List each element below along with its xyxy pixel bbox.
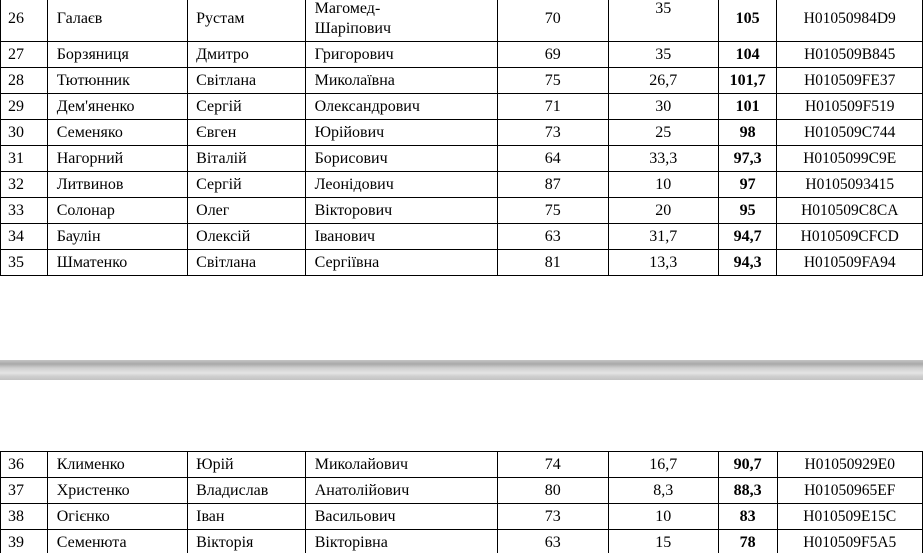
name-cell: Владислав [188,478,306,504]
surname-cell: Галаєв [47,0,187,42]
code-cell: H010509B845 [777,42,923,68]
code-cell: H0105093415 [777,172,923,198]
score-1-cell: 75 [497,198,608,224]
score-2-cell: 25 [608,120,718,146]
results-table-page-2 [0,451,923,553]
score-1-cell: 71 [497,94,608,120]
patronymic-cell: Миколайович [305,452,497,478]
code-cell: H01050984D9 [777,0,923,42]
table-row [1,198,923,224]
surname-cell: Литвинов [47,172,187,198]
score-1-cell: 69 [497,42,608,68]
score-1-cell: 64 [497,146,608,172]
row-number: 37 [1,478,48,504]
row-number: 33 [1,198,48,224]
results-table-page-1 [0,0,923,276]
row-number: 35 [1,250,48,276]
table-row [1,120,923,146]
total-score-cell: 88,3 [718,478,777,504]
table-row [1,452,923,478]
score-2-cell: 10 [608,504,718,530]
score-2-cell: 33,3 [608,146,718,172]
total-score-cell: 78 [718,530,777,553]
row-number: 34 [1,224,48,250]
patronymic-line-1: Магомед- [314,0,381,17]
name-cell: Євген [188,120,305,146]
name-cell: Дмитро [188,42,305,68]
patronymic-cell: Леонідович [305,172,497,198]
name-cell: Віталій [188,146,305,172]
code-cell: H01050965EF [777,478,922,504]
code-cell: H010509FA94 [777,250,923,276]
score-2-cell: 8,3 [608,478,718,504]
code-cell: H010509C8CA [777,198,923,224]
row-number: 31 [1,146,48,172]
code-cell: H010509E15C [777,504,922,530]
name-cell: Світлана [188,250,305,276]
patronymic-cell: Григорович [305,42,497,68]
total-score-cell: 83 [718,504,777,530]
table-row [1,42,923,68]
surname-cell: Тютюнник [47,68,187,94]
row-number: 30 [1,120,48,146]
total-score-cell: 101,7 [718,68,777,94]
table-row [1,0,923,42]
score-1-cell: 63 [497,530,608,553]
score-1-cell: 73 [497,504,608,530]
surname-cell: Солонар [47,198,187,224]
name-cell: Рустам [188,0,305,42]
row-number: 38 [1,504,48,530]
patronymic-line-2: Шаріпович [314,19,392,37]
table-row [1,146,923,172]
patronymic-cell: Іванович [305,224,497,250]
score-2-cell: 20 [608,198,718,224]
row-number: 39 [1,530,48,553]
name-cell: Сергій [188,172,305,198]
patronymic-cell: Олександрович [305,94,497,120]
name-cell: Сергій [188,94,305,120]
score-1-cell: 63 [497,224,608,250]
total-score-cell: 90,7 [718,452,777,478]
score-2-cell: 26,7 [608,68,718,94]
surname-cell: Борзяниця [47,42,187,68]
surname-cell: Семенюта [47,530,187,553]
score-2-cell: 35 [608,0,718,42]
row-number: 36 [1,452,48,478]
patronymic-cell [305,0,497,42]
total-score-cell: 98 [718,120,777,146]
total-score-cell: 95 [718,198,777,224]
total-score-cell: 104 [718,42,777,68]
surname-cell: Семеняко [47,120,187,146]
total-score-cell: 97,3 [718,146,777,172]
table-row [1,250,923,276]
score-1-cell: 87 [497,172,608,198]
total-score-cell: 94,3 [718,250,777,276]
code-cell: H010509F5A5 [777,530,922,553]
row-number: 29 [1,94,48,120]
score-2-cell: 15 [608,530,718,553]
name-cell: Іван [188,504,306,530]
patronymic-cell: Васильович [305,504,497,530]
row-number: 26 [1,0,48,42]
score-2-cell: 30 [608,94,718,120]
name-cell: Світлана [188,68,305,94]
code-cell: H010509F519 [777,94,923,120]
score-2-cell: 16,7 [608,452,718,478]
patronymic-cell: Борисович [305,146,497,172]
surname-cell: Клименко [47,452,187,478]
patronymic-cell: Вікторівна [305,530,497,553]
code-cell: H010509C744 [777,120,923,146]
row-number: 28 [1,68,48,94]
surname-cell: Дем'яненко [47,94,187,120]
table-row [1,530,923,553]
page-separator [0,360,923,380]
score-2-cell: 31,7 [608,224,718,250]
score-2-cell: 10 [608,172,718,198]
total-score-cell: 101 [718,94,777,120]
total-score-cell: 105 [718,0,777,42]
row-number: 27 [1,42,48,68]
surname-cell: Баулін [47,224,187,250]
surname-cell: Христенко [47,478,187,504]
code-cell: H010509FE37 [777,68,923,94]
total-score-cell: 94,7 [718,224,777,250]
name-cell: Олексій [188,224,305,250]
table-row [1,504,923,530]
total-score-cell: 97 [718,172,777,198]
score-1-cell: 81 [497,250,608,276]
code-cell: H010509CFCD [777,224,923,250]
table-row [1,172,923,198]
score-1-cell: 75 [497,68,608,94]
patronymic-cell: Миколаївна [305,68,497,94]
surname-cell: Шматенко [47,250,187,276]
code-cell: H01050929E0 [777,452,922,478]
patronymic-cell: Юрійович [305,120,497,146]
table-row [1,94,923,120]
name-cell: Юрій [188,452,306,478]
patronymic-cell: Вікторович [305,198,497,224]
score-1-cell: 70 [497,0,608,42]
score-2-cell: 13,3 [608,250,718,276]
patronymic-cell: Анатолійович [305,478,497,504]
table-row [1,68,923,94]
surname-cell: Огієнко [47,504,187,530]
surname-cell: Нагорний [47,146,187,172]
score-1-cell: 73 [497,120,608,146]
patronymic-cell: Сергіївна [305,250,497,276]
score-2-cell: 35 [608,42,718,68]
name-cell: Олег [188,198,305,224]
name-cell: Вікторія [188,530,306,553]
page-2 [0,380,923,553]
score-1-cell: 74 [497,452,608,478]
score-1-cell: 80 [497,478,608,504]
table-row [1,224,923,250]
code-cell: H0105099C9E [777,146,923,172]
table-row [1,478,923,504]
row-number: 32 [1,172,48,198]
